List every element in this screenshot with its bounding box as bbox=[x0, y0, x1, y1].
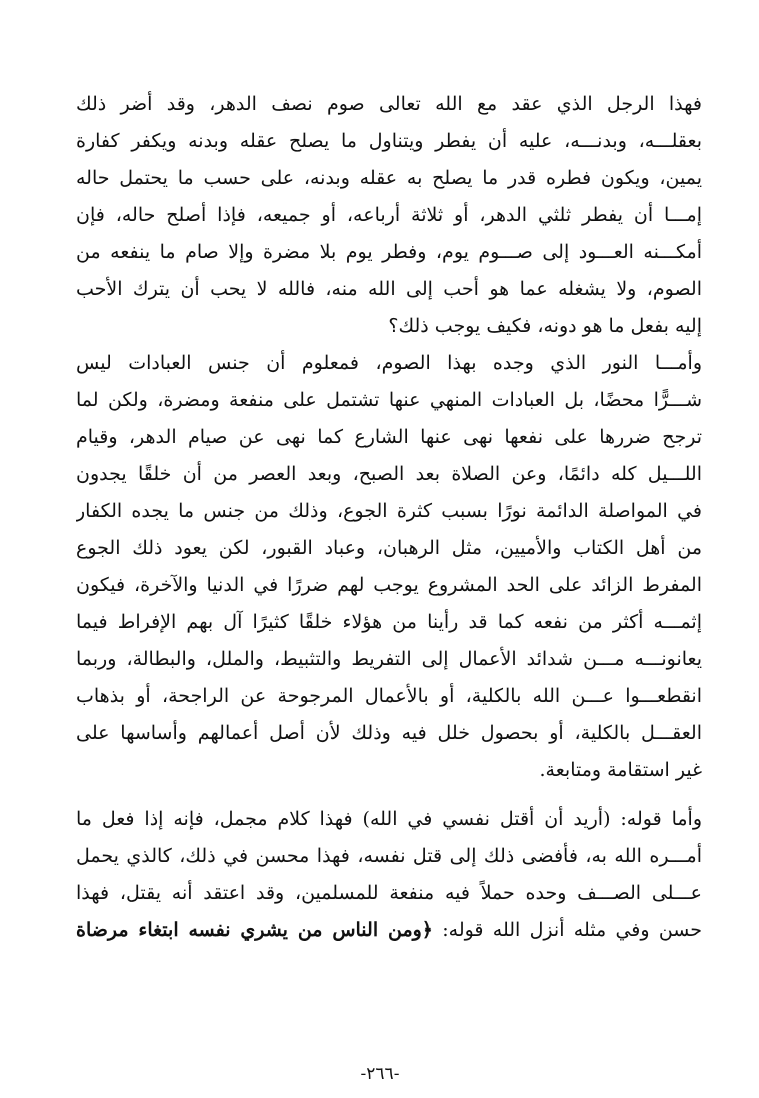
text-line: إليه بفعل ما هو دونه، فكيف يوجب ذلك؟ bbox=[388, 315, 702, 337]
text-line: شـــرًّا محضًا، بل العبادات المنهي عنها تشتمل على منفعة ومضرة، ولكن لما bbox=[76, 389, 702, 411]
text-line: غير استقامة ومتابعة. bbox=[539, 759, 702, 781]
text-line: يمين، ويكون فطره قدر ما يصلح به عقله وبدنه، على حسب ما يحتمل حاله bbox=[76, 167, 702, 189]
text-line: إثمـــه أكثر من نفعه كما قد رأينا من هؤلاء خلقًا كثيرًا آل بهم الإفراط فيما bbox=[76, 611, 702, 633]
text-line: من أهل الكتاب والأميين، مثل الرهبان، وعباد القبور، لكن يعود ذلك الجوع bbox=[76, 537, 702, 559]
text-line: أمـــره الله به، فأفضى ذلك إلى قتل نفسه، فهذا محسن في ذلك، كالذي يحمل bbox=[76, 845, 702, 867]
text-line: أمكـــنه العـــود إلى صـــوم يوم، وفطر يوم بلا مضرة وإلا صام ما ينفعه من bbox=[76, 241, 702, 263]
quran-quote: ﴿ومن الناس من يشري نفسه ابتغاء مرضاة bbox=[76, 919, 433, 941]
text-line: بعقلـــه، وبدنـــه، عليه أن يفطر ويتناول ما يصلح عقله وبدنه ويكفر كفارة bbox=[76, 130, 702, 152]
text-line: وأمـــا النور الذي وجده بهذا الصوم، فمعلوم أن جنس العبادات ليس bbox=[76, 352, 702, 374]
text-line: المفرط الزائد على الحد المشروع يوجب لهم ضررًا في الدنيا والآخرة، فيكون bbox=[76, 574, 702, 596]
text-line: اللـــيل كله دائمًا، وعن الصلاة بعد الصبح، وبعد العصر من أن خلقًا يجدون bbox=[76, 463, 702, 485]
text-line: عـــلى الصـــف وحده حملاً فيه منفعة للمسلمين، وقد اعتقد أنه يقتل، فهذا bbox=[76, 882, 702, 904]
text-line: العقـــل بالكلية، أو بحصول خلل فيه وذلك لأن أصل أعمالهم وأساسها على bbox=[76, 722, 702, 744]
text-line-final bbox=[76, 916, 702, 946]
text-line: فهذا الرجل الذي عقد مع الله تعالى صوم نصف الدهر، وقد أضر ذلك bbox=[76, 93, 702, 115]
page-number: -٢٦٦- bbox=[360, 1064, 400, 1084]
text-plain: حسن وفي مثله أنزل الله قوله: bbox=[432, 919, 702, 941]
text-line: إمـــا أن يفطر ثلثي الدهر، أو ثلاثة أرباعه، أو جميعه، فإذا أصلح حاله، فإن bbox=[76, 204, 702, 226]
text-line: انقطعـــوا عـــن الله بالكلية، أو بالأعمال المرجوحة عن الراجحة، أو بذهاب bbox=[76, 685, 702, 707]
text-line: وأما قوله: (أريد أن أقتل نفسي في الله) فهذا كلام مجمل، فإنه إذا فعل ما bbox=[76, 808, 702, 830]
text-line: الصوم، ولا يشغله عما هو أحب إلى الله منه، فالله لا يحب أن يترك الأحب bbox=[76, 278, 702, 300]
text-line: ترجح ضررها على نفعها نهى عنها الشارع كما نهى عن صيام الدهر، وقيام bbox=[76, 426, 702, 448]
text-line: يعانونـــه مـــن شدائد الأعمال إلى التفريط والتثبيط، والملل، والبطالة، وربما bbox=[76, 648, 702, 670]
text-line: في المواصلة الدائمة نورًا بسبب كثرة الجوع، وذلك من جنس ما يجده الكفار bbox=[76, 500, 702, 522]
